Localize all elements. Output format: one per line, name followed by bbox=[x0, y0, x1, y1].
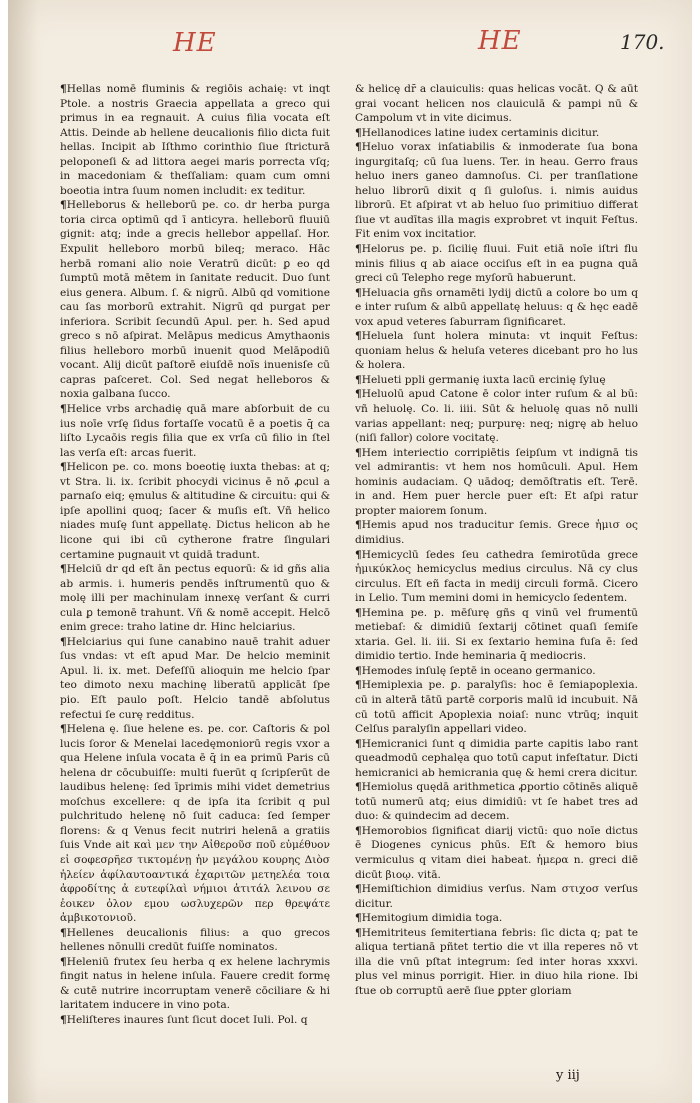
pilcrow-icon: ¶ bbox=[355, 446, 362, 459]
entry-helice: ¶Helice vrbs archadię quā mare abſorbuit de cu ius noīe vrſę ſidus fortaſſe vocatū ē a poetis q̄ ca liſto Lycaōis regis filia que ex vrſa cū filio in ſtel las verſa eſt: arcas fuerit. bbox=[60, 403, 330, 459]
pilcrow-icon: ¶ bbox=[355, 373, 362, 386]
entry-hemodes: ¶Hemodes inſulę ſeptē in oceano germanico. bbox=[355, 664, 596, 677]
pilcrow-icon: ¶ bbox=[355, 824, 362, 837]
entry-heluolum: ¶Heluolū apud Catone ē color inter ruſum & al bū: vñ heluolę. Co. li. iiii. Sūt & heluolę quas nō nulli varias appellant: neq; purpurę: neq; nigrę ab heluo (niſi fallor) colore vocitatę. bbox=[355, 388, 638, 445]
pilcrow-icon: ¶ bbox=[355, 737, 362, 750]
entry-heluacia: ¶Heluacia gñs ornamēti lydij dictū a colore bo um q e inter ruſum & albū appellatę heluus: q & hęc eadē vox apud veteres ſaburram ſignificaret. bbox=[355, 286, 638, 328]
pilcrow-icon: ¶ bbox=[355, 243, 362, 256]
entry-hemina: ¶Hemina pe. p. mēſurę gñs q vinū vel frumentū metiebaſ: & dimidiū ſextarij cōtinet quaſi ſemiſe xtaria. Gel. li. iii. Si ex ſextario hemina fuſa ē: ſed dimidio tertio. Inde heminaria q̄ mediocris. bbox=[355, 606, 638, 663]
pilcrow-icon: ¶ bbox=[60, 563, 67, 576]
pilcrow-icon: ¶ bbox=[60, 723, 67, 736]
entry-heluela: ¶Heluela ſunt holera minuta: vt inquit Feſtus: quoniam helus & heluſa veteres dicebant pro ho lus & holera. bbox=[355, 330, 638, 372]
entry-helenium: ¶Heleniū frutex ſeu herba q ex helene lachrymis fingit natus in helene inſula. Fauere credit formę & cutē nutrire incorruptam venerē cōciliare & hi laritatem inducere in vino pota. bbox=[60, 955, 330, 1012]
pilcrow-icon: ¶ bbox=[60, 461, 67, 474]
entry-hemicranici: ¶Hemicranici ſunt q dimidia parte capitis labo rant queadmodū cephalęa quo totū caput infeſtatur. Dicti hemicranici ab hemicrania quę & hemi crera dicitur. bbox=[355, 737, 638, 779]
entry-hemis: ¶Hemis apud nos traducitur ſemis. Grece ἡμισ ος dimidius. bbox=[355, 519, 638, 546]
entry-hemiolus: ¶Hemiolus quędā arithmetica ꝓportio cōtinēs aliquē totū numerū atq; eius dimidiū: vt ſe habet tres ad duo: & quindecim ad decem. bbox=[355, 781, 638, 823]
left-column bbox=[60, 82, 330, 1082]
entry-hemiplexia: ¶Hemiplexia pe. ꝑ. paralyſis: hoc ē ſemiapoplexia. cū in alterā tātū partē corporis malū id incubuit. Nā cū totū afficit Apoplexia noiaſ: nunc vtrūq; inquit Celſus paralyſin appellari video. bbox=[355, 679, 638, 736]
pilcrow-icon: ¶ bbox=[355, 926, 362, 939]
entry-helicon: ¶Helicon pe. co. mons boeotię iuxta thebas: at q; vt Stra. li. ix. ſcribit phocydi vicinus ē nō ꝓcul a parnaſo eiq; ęmulus & altitudine & circuitu: qui & ipſe apollini quoq; ſacer & muſis eſt. Vñ helico niades muſę ſunt appellatę. Dictus helicon ab he licone qui ibi cū cytherone fratre ſingulari certamine pugnauit vt quidā tradunt. bbox=[60, 461, 330, 561]
running-head-left: HE bbox=[173, 28, 217, 58]
entry-hem: ¶Hem interiectio corripiētis ſeipſum vt indignā tis vel admirantis: vt hem nos homūculi. Apul. Hem hominis audaciam. Q uādoq; demōſtratis eſt. Terē. in and. Hem puer hercle puer eſt: Et aſpi ratur propter maiorem ſonum. bbox=[355, 446, 638, 517]
entry-hemicyclum: ¶Hemicyclū ſedes ſeu cathedra ſemirotūda grece ἡμικύκλος hemicyclus medius circulus. Nā cy clus circulus. Eſt eñ facta in medij circuli formā. Cicero in Lelio. Tum memini domi in hemicyclo ſedentem. bbox=[355, 548, 638, 605]
entry-hellenes: ¶Hellenes deucalionis filius: a quo grecos hellenes nōnulli credūt fuiſſe nominatos. bbox=[60, 926, 330, 954]
entry-helisteres: ¶Heliſteres inaures ſunt ſicut docet Iuli. Pol. q bbox=[60, 1014, 308, 1026]
book-page bbox=[8, 0, 692, 1103]
pilcrow-icon: ¶ bbox=[60, 199, 67, 212]
pilcrow-icon: ¶ bbox=[355, 126, 362, 139]
entry-helorus: ¶Helorus pe. p. ſicilię fluui. Fuit etiā noīe iſtri flu minis filius q ab aiace occiſus eſt in ea pugna quā greci cū Telepho rege myſorū habuerunt. bbox=[355, 243, 638, 285]
pilcrow-icon: ¶ bbox=[60, 635, 67, 648]
entry-helueti: ¶Helueti ppli germanię iuxta lacū ercinię ſyluę bbox=[355, 373, 606, 386]
pilcrow-icon: ¶ bbox=[355, 606, 362, 619]
pilcrow-icon: ¶ bbox=[60, 1014, 67, 1026]
pilcrow-icon: ¶ bbox=[60, 83, 67, 95]
gutter-shadow bbox=[8, 0, 38, 1103]
running-head-right: HE bbox=[478, 26, 522, 56]
entry-helciarius: ¶Helciarius qui ſune canabino nauē trahit aduer ſus vndas: vt eſt apud Mar. De helcio meminit Apul. li. ix. met. Defeſſū alioquin me helcio ſpar teo dimoto nexu machinę liberatū applicāt ſpe pio. Eſt paulo poſt. Helcio tandē abſolutus refectui ſe curę redditus. bbox=[60, 635, 330, 721]
pilcrow-icon: ¶ bbox=[355, 912, 362, 925]
entry-heluo: ¶Heluo vorax inſatiabilis & inmoderate ſua bona ingurgitaſq; cū ſua luens. Ter. in heau. Gerro fraus heluo iners ganeo damnoſus. Ci. per tranſlatione heluo librorū dixit q ſi guloſus. i. nimis auidus librorū. Et aſpirat vt ab heluo ſuo primitiuo differat ſiue vt audītas illa magis exprobret vt inquit Feſtus. Fit enim vox incitatior. bbox=[355, 141, 638, 241]
entry-helicae-continued: & helicę dr̄ a clauiculis: quas helicas vocāt. Q & aūt grai vocant helicen nos clauiculā & pampi nū & Campolum vt in vite dicimus. bbox=[355, 83, 638, 125]
pilcrow-icon: ¶ bbox=[60, 955, 67, 968]
pilcrow-icon: ¶ bbox=[355, 883, 362, 896]
entry-hemitriteus: ¶Hemitriteus ſemitertiana febris: ſic dicta q; pat te aliqua tertianā pñtet tertio die vt illa reperes nō vt illa die vnū pſtat integrum: ſed inter horas xxxvi. plus vel minus porrigit. Hier. in diuo hila rione. Ibi ſtue ob corruptū aerē ſiue ꝑpter gloriam bbox=[355, 926, 638, 997]
pilcrow-icon: ¶ bbox=[60, 926, 67, 939]
pilcrow-icon: ¶ bbox=[355, 286, 362, 299]
entry-hemitogium: ¶Hemitogium dimidia toga. bbox=[355, 912, 503, 925]
pilcrow-icon: ¶ bbox=[355, 664, 362, 677]
pilcrow-icon: ¶ bbox=[355, 330, 362, 343]
pilcrow-icon: ¶ bbox=[355, 781, 362, 794]
entry-helleborus: ¶Helleborus & helleborū pe. co. dr herba purga toria circa optimū qd ī anticyra. helleborū fluuiū gignit: atq; inde a grecis hellebor appellaſ. Hor. Expulit helleboro morbū bileq; meraco. Hāc herbā romani alio noie Veratrū dicūt: ꝑ eo qd ſumptū motā mētem in ſanitate reducit. Duo ſunt eius genera. Album. ſ. & nigrū. Albū qd vomitione cau ſas morborū extrahit. Nigrū qd purgat per inferiora. Scribit ſecundū Apul. per. h. Sed apud greco s nō aſpirat. Melāpus medicus Amythaonis filius helleboro morbū inuenit quod Melāpodiū vocant. Alij dicūt paſtorē eiuſdē noīs inuenisſe cū capras paſceret. Col. Sed negat helleboros & noxia galbana ſucco. bbox=[60, 199, 330, 401]
pilcrow-icon: ¶ bbox=[60, 403, 67, 416]
entry-hemorobios: ¶Hemorobios ſignificat diarij victū: quo noīe dictus ē Diogenes cynicus phūs. Eſt & hemoro bius vermiculus q vitam diei habeat. ἡμερα n. greci diē dicūt βιοῳ. vitā. bbox=[355, 824, 638, 881]
entry-hemistichion: ¶Hemiſtichion dimidius verſus. Nam στιχοσ verſus dicitur. bbox=[355, 883, 638, 910]
folio-number: 170. bbox=[620, 30, 665, 54]
entry-hellas: ¶Hellas nomē fluminis & regiōis achaię: vt inqt Ptole. a nostris Graecia appellata a greco qui primus in ea regnauit. A cuius filia vocata eſt Attis. Deinde ab hellene deucalionis filio dicta fuit hellas. Incipit ab Iſthmo corinthio ſiue ſtricturā peloponeſi & ad littora aegei maris porrecta vſq; in macedoniam & theſſaliam: quam cum omni boeotia intra ſuum nomen includit: ex teditur. bbox=[60, 83, 330, 197]
entry-helena: ¶Helena ę. ſiue helene es. pe. cor. Caſtoris & pol lucis ſoror & Menelai lacedęmoniorū regis vxor a qua Helene inſula vocata ē q̄ in ea primū Paris cū helena dr cōcubuiſſe: multi fuerūt q ſcripſerūt de laudibus helenę: ſed īprimis mihi videt demetrius moſchus excellere: q de ipſa ita ſcribit q pul pulchritudo helenę nō ſuit caduca: ſed ſemper florens: & q Venus fecit nutriri helenā a gratiis ſuis Vnde ait καὶ μεν την Αἰθεροῦσ ποῦ εὐμέθυον εἰ σοφεσρῆεσ τικτομένῃ ἡν μεγάλου κουρης Διὸσ ἠλείεν ἀφίλαυτοαντικά ἐχαριτῶν μετηελέα τοια ἀφροδίτης ἀ ευτεφίλαὶ νήμιοι ἀτιτάλ λεινου σε ἐοικεν ὀλον εμου ωσλυχερῶν περ θρεψάτε ἀμβικοτονιοῦ. bbox=[60, 723, 330, 925]
pilcrow-icon: ¶ bbox=[355, 519, 362, 532]
entry-hellanodices: ¶Hellanodices latine iudex certaminis dicitur. bbox=[355, 126, 600, 139]
right-column bbox=[355, 82, 638, 1082]
pilcrow-icon: ¶ bbox=[355, 679, 362, 692]
pilcrow-icon: ¶ bbox=[355, 141, 362, 154]
pilcrow-icon: ¶ bbox=[355, 548, 362, 561]
entry-helcium: ¶Helciū dr qd eſt ān pectus equorū: & id gñs alia ab armis. i. humeris pendēs inſtrumentū quo & molę illi per machinulam innexę verſant & curri cula ꝑ temonē trahunt. Vñ & nomē accepit. Helcō enim grece: traho latine dr. Hinc helciarius. bbox=[60, 563, 330, 634]
pilcrow-icon: ¶ bbox=[355, 388, 362, 401]
signature-mark: y iij bbox=[556, 1068, 580, 1083]
